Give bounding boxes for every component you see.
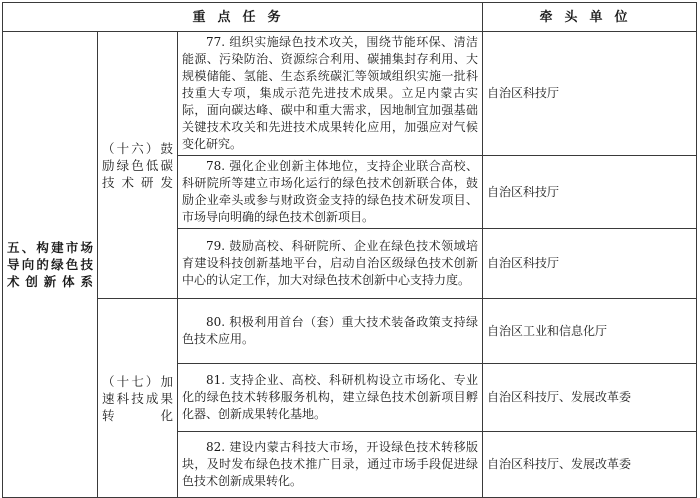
task-80: 80. 积极利用首台（套）重大技术装备政策支持绿色技术应用。 (178, 299, 483, 364)
lead-81: 自治区科技厅、发展改革委 (483, 364, 697, 432)
group-17-label: （十七）加速科技成果转化 (98, 299, 178, 498)
lead-80: 自治区工业和信息化厅 (483, 299, 697, 364)
group-16-label: （十六）鼓励绿色低碳技术研发 (98, 32, 178, 299)
lead-82: 自治区科技厅、发展改革委 (483, 432, 697, 498)
header-lead-unit: 牵头单位 (483, 3, 697, 32)
table-row (3, 32, 697, 156)
task-82: 82. 建设内蒙古科技大市场，开设绿色技术转移版块，及时发布绿色技术推广目录，通过市场手段促进绿色技术创新成果转化。 (178, 432, 483, 498)
category-cell: 五、构建市场导向的绿色技术创新体系 (3, 32, 98, 498)
task-78: 78. 强化企业创新主体地位，支持企业联合高校、科研院所等建立市场化运行的绿色技术创新联合体，鼓励企业牵头或参与财政资金支持的绿色技术研发项目、市场导向明确的绿色技术创新项目。 (178, 156, 483, 229)
lead-77: 自治区科技厅 (483, 32, 697, 156)
header-row (3, 3, 697, 32)
header-tasks: 重点任务 (3, 3, 483, 32)
task-79: 79. 鼓励高校、科研院所、企业在绿色技术领域培育建设科技创新基地平台，启动自治区级绿色技术创新中心的认定工作，加大对绿色技术创新中心支持力度。 (178, 229, 483, 299)
task-77: 77. 组织实施绿色技术攻关，围绕节能环保、清洁能源、污染防治、资源综合利用、碳捕集封存利用、大规模储能、氢能、生态系统碳汇等领域组织实施一批科技重大专项，集成示范先进技术成果。立足内蒙古实际，面向碳达峰、碳中和重大需求，因地制宜加强基础关键技术攻关和先进技术成果转化应用，加强应对气候变化研究。 (178, 32, 483, 156)
lead-78: 自治区科技厅 (483, 156, 697, 229)
table-row (3, 299, 697, 364)
task-81: 81. 支持企业、高校、科研机构设立市场化、专业化的绿色技术转移服务机构，建立绿色技术创新项目孵化器、创新成果转化基地。 (178, 364, 483, 432)
lead-79: 自治区科技厅 (483, 229, 697, 299)
task-table (2, 2, 697, 498)
